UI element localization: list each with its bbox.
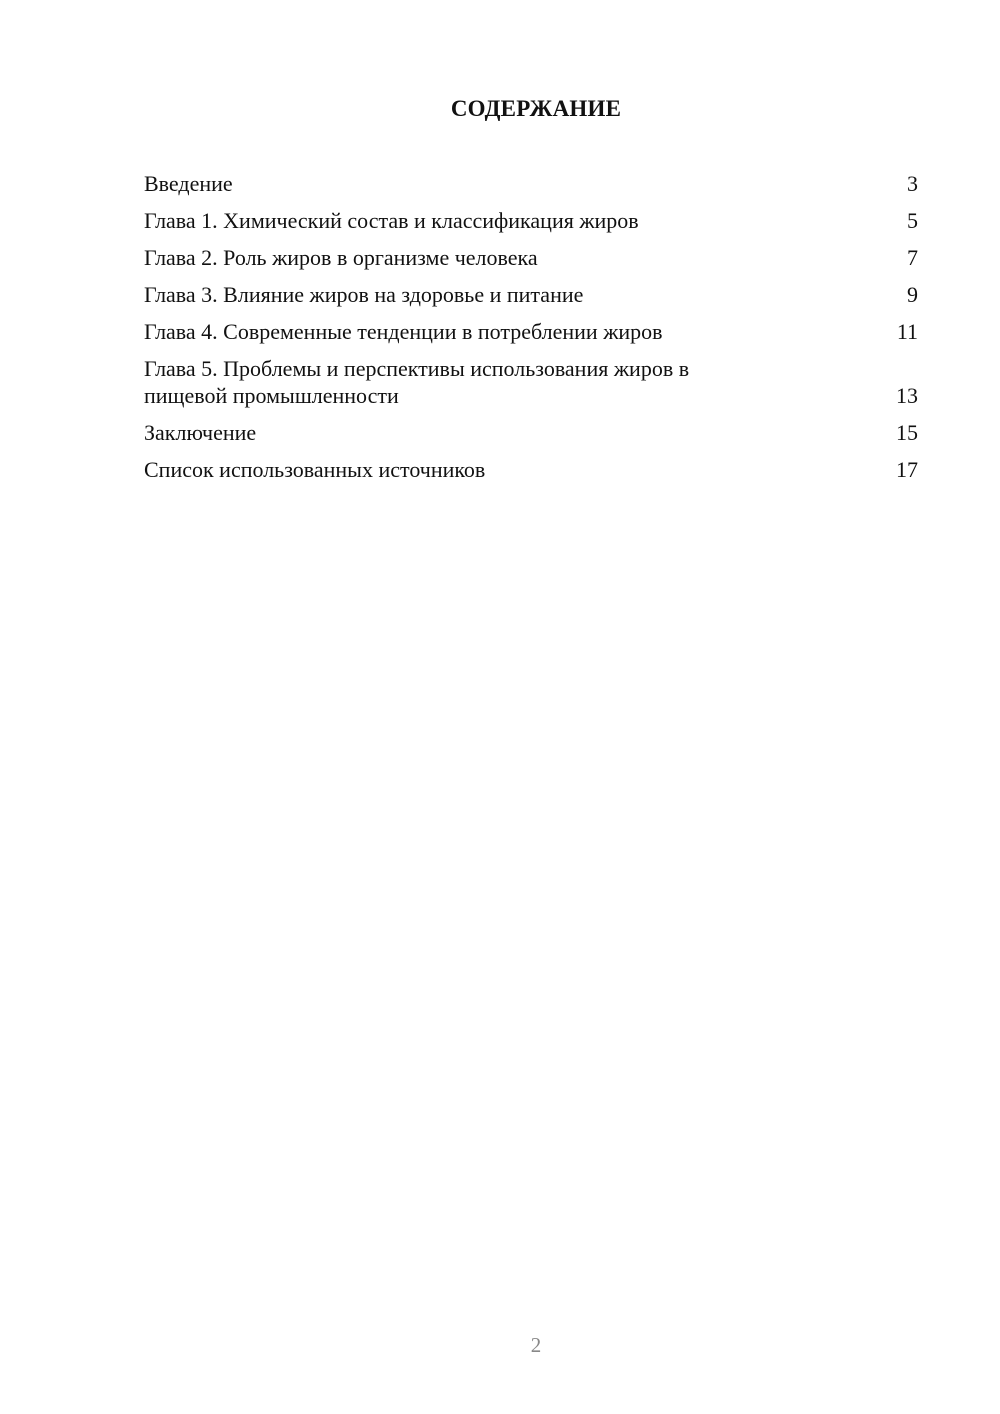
toc-entry-page: 3: [907, 171, 918, 196]
toc-entry-label: Введение: [144, 171, 233, 196]
page-title: СОДЕРЖАНИЕ: [450, 96, 622, 121]
toc-entry: [144, 355, 918, 409]
toc-entry-label: Глава 5. Проблемы и перспективы использования жиров в пищевой промышленности: [144, 356, 690, 408]
toc-entry-page: 7: [907, 245, 918, 270]
toc-entry-label: Заключение: [144, 420, 257, 445]
toc-entry-page: 11: [896, 319, 918, 344]
toc-entry: [144, 207, 918, 234]
toc-entry-label: Глава 1. Химический состав и классификация жиров: [144, 208, 639, 233]
toc-entry-page: 9: [907, 282, 918, 307]
toc-entry-label: Глава 3. Влияние жиров на здоровье и питание: [144, 282, 584, 307]
toc-entry: [144, 419, 918, 446]
toc-entry: [144, 456, 918, 483]
toc-entry-page: 5: [907, 208, 918, 233]
toc-entry-page: 15: [896, 420, 918, 445]
toc-entry: [144, 318, 918, 345]
page-number: 2: [530, 1333, 542, 1357]
toc-entry-label: Список использованных источников: [144, 457, 486, 482]
toc-entry-label: Глава 4. Современные тенденции в потреблении жиров: [144, 319, 663, 344]
toc-entry-page: 13: [896, 383, 918, 408]
toc-entry: [144, 170, 918, 197]
toc-entry-page: 17: [896, 457, 918, 482]
toc-entry-label: Глава 2. Роль жиров в организме человека: [144, 245, 538, 270]
toc-entry: [144, 281, 918, 308]
table-of-contents: [144, 170, 918, 493]
toc-entry: [144, 244, 918, 271]
